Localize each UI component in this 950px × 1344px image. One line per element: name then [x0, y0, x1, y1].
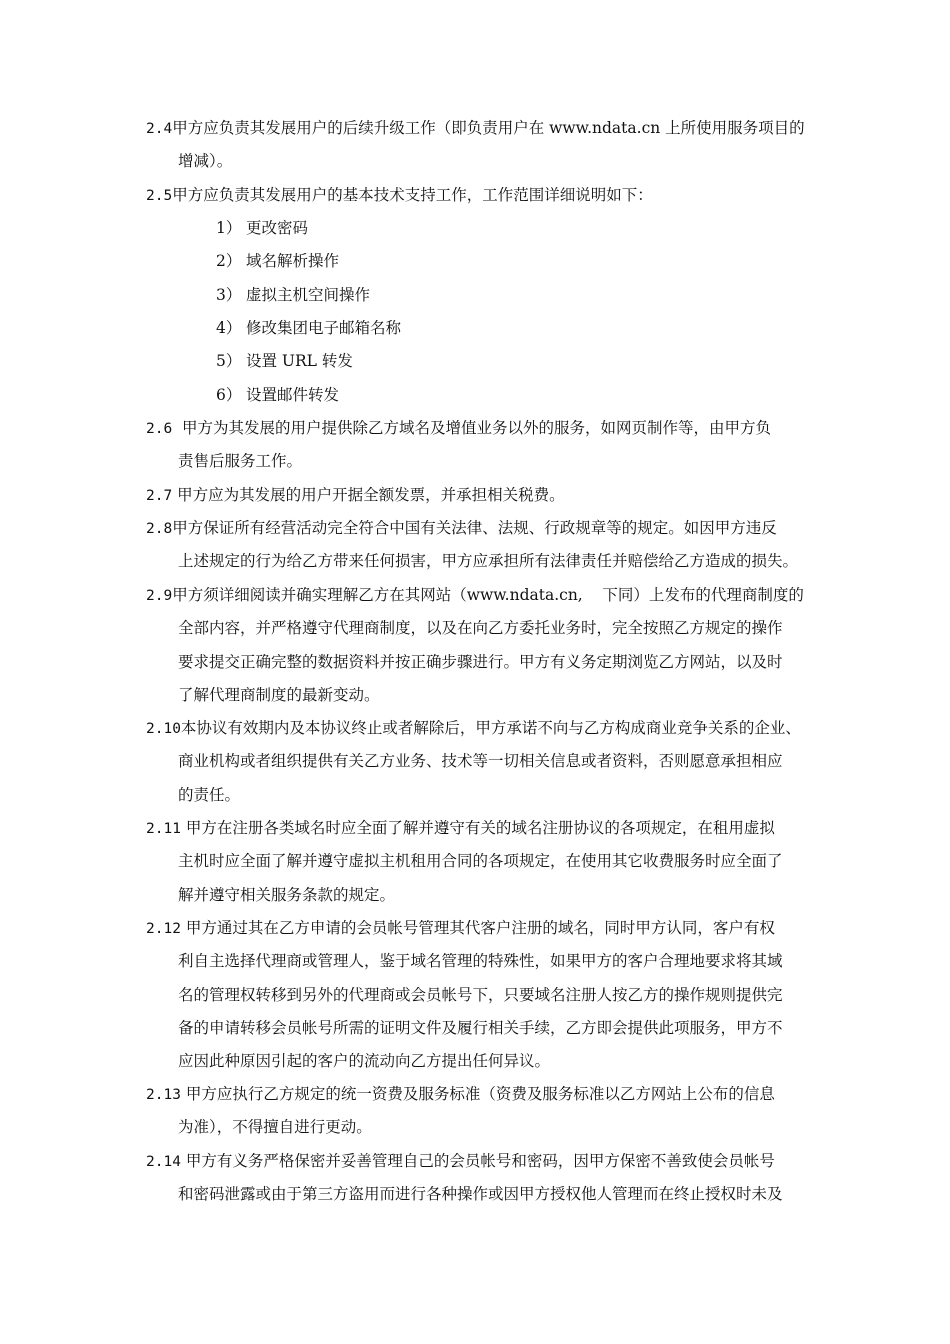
- clause-2-12: [146, 912, 842, 1078]
- clause-text: 甲方通过其在乙方申请的会员帐号管理其代客户注册的域名，同时甲方认同，客户有权: [180, 919, 775, 937]
- clause-text: 解并遵守相关服务条款的规定。: [178, 885, 396, 904]
- list-item: [216, 345, 353, 378]
- list-item-text: 设置邮件转发: [246, 386, 340, 404]
- clause-number: 2.13: [146, 1087, 181, 1103]
- list-item-text: 设置 URL 转发: [246, 352, 353, 370]
- list-item-index: 3）: [216, 286, 242, 304]
- clause-text: 甲方在注册各类域名时应全面了解并遵守有关的域名注册协议的各项规定，在租用虚拟: [180, 819, 775, 837]
- list-item-index: 2）: [216, 252, 242, 270]
- list-item-index: 4）: [216, 319, 242, 337]
- clause-2-11: [146, 812, 842, 912]
- clause-number: 2.4: [146, 121, 173, 137]
- clause-text: 商业机构或者组织提供有关乙方业务、技术等一切相关信息或者资料，否则愿意承担相应: [178, 752, 783, 771]
- clause-text: 甲方有义务严格保密并妥善管理自己的会员帐号和密码，因甲方保密不善致使会员帐号: [180, 1152, 775, 1170]
- clause-2-5: [146, 179, 842, 212]
- clause-number: 2.9: [146, 588, 173, 604]
- clause-text: 甲方应负责其发展用户的基本技术支持工作，工作范围详细说明如下：: [172, 186, 653, 204]
- clause-text: 甲方保证所有经营活动完全符合中国有关法律、法规、行政规章等的规定。如因甲方违反: [172, 519, 777, 537]
- clause-2-13: [146, 1078, 842, 1145]
- clause-2-8: [146, 512, 842, 579]
- clause-2-9: [146, 579, 842, 712]
- list-item: [216, 245, 339, 278]
- clause-text: 名的管理权转移到另外的代理商或会员帐号下，只要域名注册人按乙方的操作规则提供完: [178, 985, 783, 1004]
- clause-2-7: [146, 479, 842, 512]
- clause-number: 2.8: [146, 521, 173, 537]
- clause-2-4: [146, 112, 842, 179]
- list-item: [216, 279, 370, 312]
- clause-text: 甲方应为其发展的用户开据全额发票，并承担相关税费。: [172, 486, 565, 504]
- clause-text: 甲方应负责其发展用户的后续升级工作（即负责用户在 www.ndata.cn 上所使用服务项目的: [172, 119, 805, 137]
- list-item: [216, 212, 308, 245]
- list-item-index: 1）: [216, 219, 242, 237]
- clause-text: 了解代理商制度的最新变动。: [178, 685, 380, 704]
- clause-text: 的责任。: [178, 785, 241, 804]
- clause-text: 甲方为其发展的用户提供除乙方域名及增值业务以外的服务，如网页制作等，由甲方负: [172, 419, 772, 437]
- clause-text: 全部内容，并严格遵守代理商制度，以及在向乙方委托业务时，完全按照乙方规定的操作: [178, 619, 783, 638]
- clause-text: 甲方应执行乙方规定的统一资费及服务标准（资费及服务标准以乙方网站上公布的信息: [180, 1085, 775, 1103]
- list-item-index: 5）: [216, 352, 242, 370]
- clause-number: 2.5: [146, 188, 173, 204]
- clause-text: 备的申请转移会员帐号所需的证明文件及履行相关手续，乙方即会提供此项服务，甲方不: [178, 1018, 783, 1037]
- clause-text: 甲方须详细阅读并确实理解乙方在其网站（www.ndata.cn, 下同）上发布的代理商制度的: [172, 586, 804, 604]
- list-item: [216, 379, 339, 412]
- clause-text: 利自主选择代理商或管理人，鉴于域名管理的特殊性，如果甲方的客户合理地要求将其域: [178, 952, 783, 971]
- clause-text: 上述规定的行为给乙方带来任何损害，甲方应承担所有法律责任并赔偿给乙方造成的损失。: [178, 552, 799, 571]
- clause-text: 本协议有效期内及本协议终止或者解除后，甲方承诺不向与乙方构成商业竞争关系的企业、: [180, 719, 801, 737]
- clause-2-14: [146, 1145, 842, 1212]
- clause-number: 2.7: [146, 488, 173, 504]
- clause-2-6: [146, 412, 842, 479]
- list-item-text: 更改密码: [246, 219, 309, 237]
- clause-number: 2.14: [146, 1154, 181, 1170]
- clause-text: 和密码泄露或由于第三方盗用而进行各种操作或因甲方授权他人管理而在终止授权时未及: [178, 1185, 783, 1204]
- clause-text: 责售后服务工作。: [178, 452, 303, 471]
- clause-text: 为准），不得擅自进行更动。: [178, 1118, 372, 1137]
- clause-number: 2.6: [146, 421, 173, 437]
- clause-number: 2.10: [146, 721, 181, 737]
- clause-text: 增减）。: [178, 152, 233, 171]
- list-item-text: 域名解析操作: [246, 252, 340, 270]
- clause-2-10: [146, 712, 842, 812]
- list-item: [216, 312, 401, 345]
- list-item-text: 修改集团电子邮箱名称: [246, 319, 402, 337]
- clause-number: 2.12: [146, 921, 181, 937]
- list-item-index: 6）: [216, 386, 242, 404]
- list-item-text: 虚拟主机空间操作: [246, 286, 371, 304]
- clause-number: 2.11: [146, 821, 181, 837]
- clause-text: 主机时应全面了解并遵守虚拟主机租用合同的各项规定，在使用其它收费服务时应全面了: [178, 852, 783, 871]
- clause-text: 应因此种原因引起的客户的流动向乙方提出任何异议。: [178, 1052, 551, 1071]
- clause-text: 要求提交正确完整的数据资料并按正确步骤进行。甲方有义务定期浏览乙方网站，以及时: [178, 652, 783, 671]
